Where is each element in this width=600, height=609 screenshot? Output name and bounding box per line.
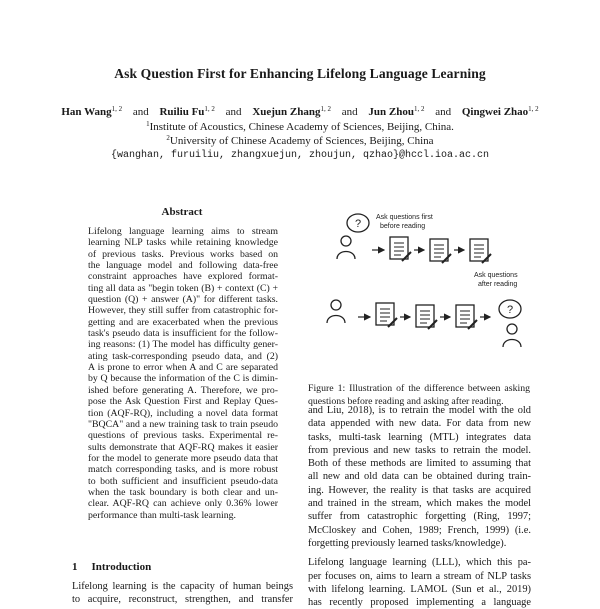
text-line: match corresponding tasks, and is more robust: [88, 464, 278, 476]
question-mark: ?: [354, 218, 362, 230]
document-icon: [430, 239, 448, 261]
text-line: all new and old data can be obtained during train-: [308, 471, 531, 483]
text-line: ished before generating A. Therefore, we pro-: [88, 384, 278, 396]
text-line: task's pseudo data is insufficient for the follow-: [88, 328, 278, 340]
section-heading-introduction: [72, 561, 151, 573]
author-name: Han Wang: [61, 106, 112, 118]
text-line: Figure 1: Illustration of the difference between asking: [308, 383, 530, 394]
bottom-row: [327, 272, 521, 347]
figure-label: Ask questions first: [376, 214, 433, 221]
document-icon: [376, 303, 394, 325]
affiliation-marker: 1: [146, 120, 150, 128]
author-emails: {wanghan, furuiliu, zhangxuejun, zhoujun, qzhao}@hccl.ioa.ac.cn: [110, 150, 490, 161]
author-affiliation-marker: 1, 2: [413, 105, 425, 113]
document-icon: [470, 239, 488, 261]
document-icon: [456, 305, 474, 327]
author-affiliation-marker: 1, 2: [204, 105, 215, 113]
figure-1: [306, 205, 536, 375]
top-row: [337, 214, 491, 263]
text-line: "BQCA" and a new training task to train pseudo: [88, 418, 278, 430]
author-separator: and: [435, 106, 452, 118]
affiliation-text: Institute of Acoustics, Chinese Academy of Sciences, Beijing, China.: [149, 121, 454, 133]
affiliation-2: [0, 135, 600, 147]
text-line: ating task-corresponding pseudo data, and (2): [88, 350, 278, 362]
person-icon: [503, 324, 521, 347]
text-line: data appended with new data. For data from new: [308, 418, 531, 430]
text-line: has recently proposed implementing a language: [308, 597, 531, 609]
text-line: Lifelong language learning (LLL), which this pa-: [308, 557, 531, 569]
text-line: questions before reading and asking after reading.: [308, 395, 504, 407]
figure-label: Ask questions: [474, 272, 518, 279]
person-icon: [337, 236, 355, 259]
text-line: learning NLP tasks while retaining knowledge: [88, 237, 278, 249]
text-line: Lifelong learning is the capacity of human beings: [72, 581, 293, 592]
text-line: to acquire, reconstruct, strengthen, and transfer: [72, 594, 293, 606]
text-line: pose the Ask Question First and Replay Ques-: [88, 396, 278, 408]
affiliation-marker: 2: [166, 134, 170, 142]
figure-illustration: [306, 205, 536, 375]
text-line: ing reasons: (1) The model has difficulty gener-: [88, 339, 278, 351]
question-bubble-icon: [347, 214, 369, 232]
question-bubble-icon: [499, 300, 521, 318]
author-list: [0, 106, 600, 118]
text-line: McCloskey and Cohen, 1989; French, 1999) (i.e.: [308, 524, 531, 536]
author-name: Qingwei Zhao: [461, 106, 529, 118]
text-line: from previous and new tasks to retrain the model.: [308, 444, 531, 456]
author-name: Ruiliu Fu: [159, 106, 205, 118]
document-icon: [416, 305, 434, 327]
text-line: clear. AQF-RQ can achieve only 0.36% lower: [88, 498, 278, 510]
affiliation-text: University of Chinese Academy of Sciences, Beijing, China: [169, 135, 434, 147]
document-icon: [390, 237, 408, 259]
text-line: by Q because the information of the C is dimin-: [88, 373, 278, 385]
author-affiliation-marker: 1, 2: [111, 105, 123, 113]
text-line: question (Q) + answer (A)" for different tasks.: [88, 294, 278, 306]
text-line: getting and are exacerbated when the previous: [88, 316, 278, 328]
text-line: Lifelong language learning aims to stream: [88, 226, 278, 237]
author-separator: and: [225, 106, 242, 118]
introduction-body: [72, 580, 293, 607]
text-line: constraint approaches have explored format-: [88, 271, 278, 283]
text-line: of previous tasks. Previous works based on: [88, 248, 278, 260]
text-line: questions of previous tasks. Experimental re-: [88, 430, 278, 442]
author-affiliation-marker: 1, 2: [320, 105, 331, 113]
text-line: for the model to generate more pseudo data that: [88, 452, 278, 464]
text-line: when the task boundary is both clear and un-: [88, 486, 278, 498]
author-name: Xuejun Zhang: [252, 106, 321, 118]
figure-label: after reading: [478, 281, 518, 288]
right-column-body: [308, 404, 531, 609]
text-line: However, they still suffer from catastrophic for-: [88, 305, 278, 317]
abstract-heading: Abstract: [161, 206, 203, 218]
person-icon: [327, 300, 345, 323]
text-line: to both sufficient and insufficient pseudo-data: [88, 475, 278, 487]
text-line: and trained in the stream, which makes the model: [308, 498, 531, 510]
text-line: sults demonstrate that AQF-RQ makes it easier: [88, 441, 278, 453]
text-line: Both of these methods are limited to assuming that: [308, 458, 531, 470]
author-name: Jun Zhou: [368, 106, 414, 118]
section-number: 1: [72, 561, 78, 573]
question-mark: ?: [506, 304, 514, 316]
figure-label: before reading: [380, 223, 426, 230]
author-separator: and: [132, 106, 149, 118]
text-line: forgetting previously learned tasks/knowledge).: [308, 537, 507, 549]
text-line: ing. However, the reality is that tasks are acquired: [308, 484, 531, 496]
text-line: and Liu, 2018), is to retrain the model with the old: [308, 405, 531, 416]
text-line: tion (AQF-RQ), including a novel data format: [88, 407, 278, 419]
text-line: the language model and following data-free: [88, 260, 278, 272]
text-line: performance than multi-task learning.: [88, 509, 236, 521]
text-line: suffer from catastrophic forgetting (Ring, 1997;: [308, 511, 531, 523]
affiliation-1: [0, 121, 600, 133]
text-line: per focuses on, aims to learn a stream of NLP tasks: [308, 570, 531, 582]
abstract-body: [88, 226, 278, 521]
text-line: tasks, multi-task learning (MTL) integrates data: [308, 431, 531, 443]
author-separator: and: [341, 106, 358, 118]
paper-title: Ask Question First for Enhancing Lifelong Language Learning: [114, 66, 486, 81]
text-line: A is prone to error when A and C are separated: [88, 362, 278, 374]
author-affiliation-marker: 1, 2: [528, 105, 539, 113]
text-line: with lifelong learning. LAMOL (Sun et al., 2019): [308, 583, 531, 595]
section-title: Introduction: [91, 561, 152, 573]
text-line: ting all data as "begin token (B) + context (C) +: [88, 282, 278, 294]
